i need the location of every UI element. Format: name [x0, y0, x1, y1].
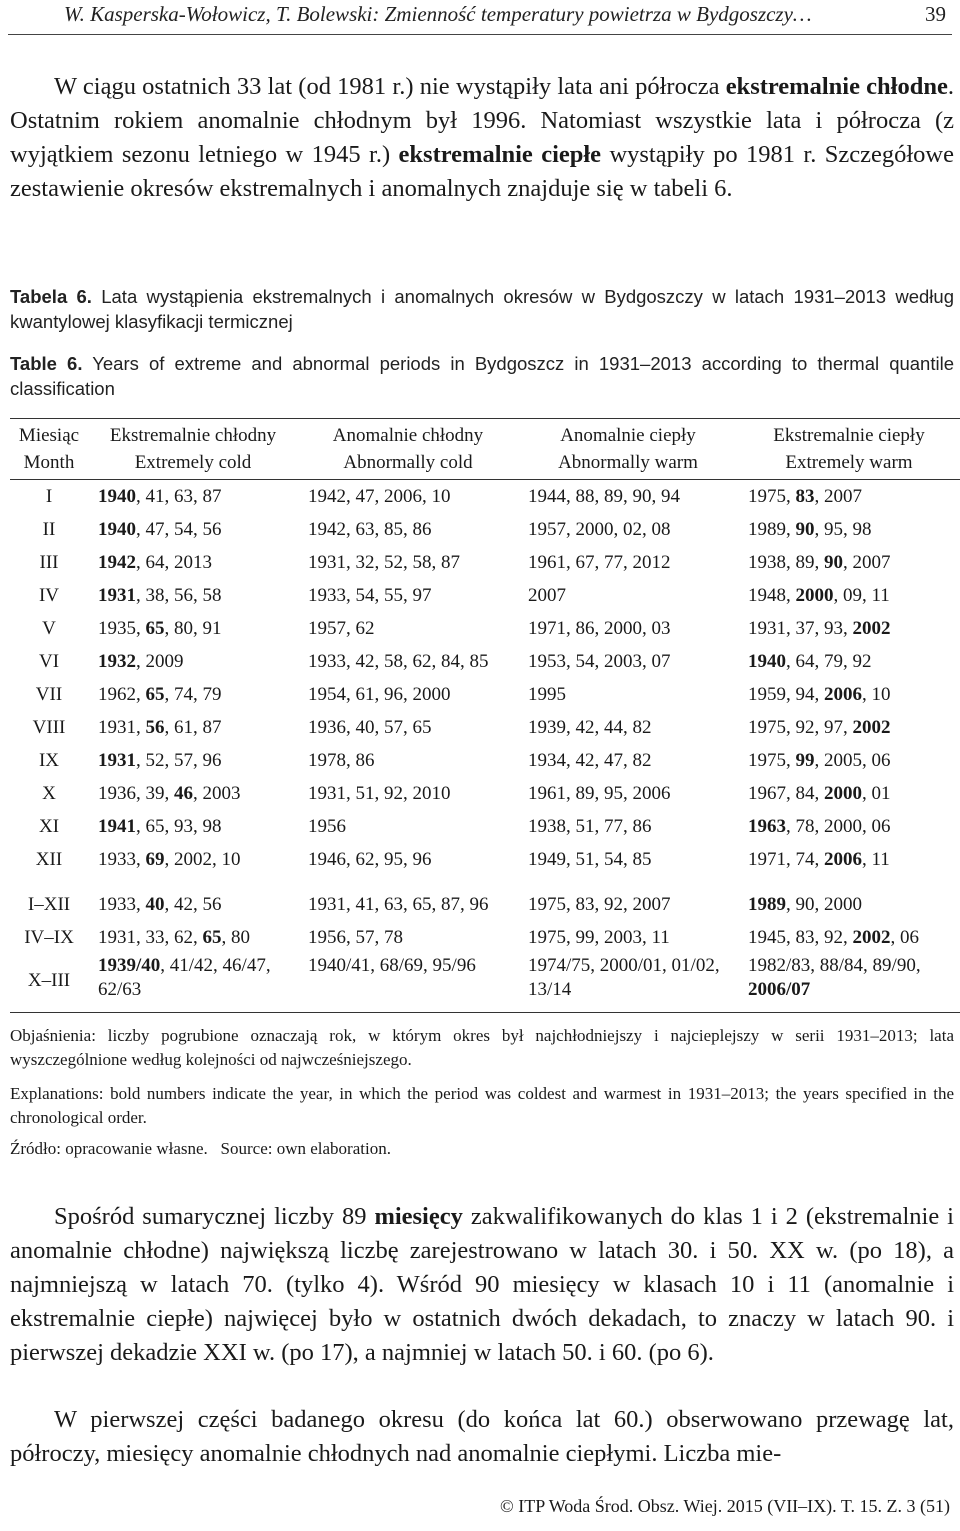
- years-cell: 1936, 39, 46, 2003: [98, 783, 241, 804]
- column-header-line: Extremely warm: [785, 452, 913, 473]
- years-cell: 1954, 61, 96, 2000: [308, 684, 451, 705]
- period-cell: X–III: [27, 970, 71, 991]
- column-header: [298, 419, 518, 480]
- years-cell: 1942, 47, 2006, 10: [308, 486, 451, 507]
- years-cell: 1956: [308, 816, 346, 837]
- table-caption-pl: Tabela 6. Lata wystąpienia ekstremalnych i anomalnych okresów w Bydgoszczy w latach 1931–2013 według kwantylowej klasyfikacji termicznej: [10, 286, 954, 332]
- years-cell: 1962, 65, 74, 79: [98, 684, 222, 705]
- column-header-line: Anomalnie chłodny: [332, 425, 484, 446]
- column-header-line: Extremely cold: [134, 452, 252, 473]
- month-cell: X: [42, 783, 56, 804]
- header-rule: [8, 34, 952, 35]
- table-row: [10, 480, 960, 514]
- running-head: [0, 0, 960, 34]
- month-cell: IX: [38, 750, 60, 771]
- column-header-line: Anomalnie ciepły: [560, 425, 696, 446]
- column-header: [518, 419, 738, 480]
- years-cell: 1933, 40, 42, 56: [98, 894, 222, 915]
- period-cell: I–XII: [27, 894, 71, 915]
- table-row: [10, 546, 960, 579]
- years-cell: 1967, 84, 2000, 01: [748, 783, 891, 804]
- years-cell: 1974/75, 2000/01, 01/02, 13/14: [528, 955, 720, 1000]
- month-cell: VII: [35, 684, 63, 705]
- column-header-line: Month: [23, 452, 75, 473]
- notes-pl: Objaśnienia: liczby pogrubione oznaczają rok, w którym okres był najchłodniejszy i najcieplejszy w serii 1931–2013; lata wyszczególnione według kolejności od najwcześniejszego.: [10, 1026, 954, 1069]
- years-cell: 1934, 42, 47, 82: [528, 750, 652, 771]
- body-paragraph-1: Spośród sumarycznej liczby 89 miesięcy zakwalifikowanych do klas 1 i 2 (ekstremalnie i anomalnie chłodne) największą liczbę zarejestrowano w latach 30. i 50. XX w. (po 18), a najmniejszą w latach 70. (tylko 4). Wśród 90 miesięcy w klasach 10 i 11 (anomalnie i ekstremalnie ciepłe) najwięcej było w ostatnich dwóch dekadach, to znaczy w latach 90. i pierwszej dekadzie XXI w. (po 17), a najmniej w latach 50. i 60. (po 6).: [10, 1203, 954, 1366]
- journal-footer: © ITP Woda Środ. Obsz. Wiej. 2015 (VII–IX). T. 15. Z. 3 (51): [500, 1496, 950, 1516]
- years-cell: 1931, 51, 92, 2010: [308, 783, 451, 804]
- years-cell: 1940, 47, 54, 56: [98, 519, 222, 540]
- month-cell: V: [42, 618, 56, 639]
- years-cell: 1995: [528, 684, 566, 705]
- summary-row: [10, 921, 960, 954]
- years-cell: 1936, 40, 57, 65: [308, 717, 432, 738]
- years-cell: 1932, 2009: [98, 651, 184, 672]
- years-cell: 1957, 2000, 02, 08: [528, 519, 671, 540]
- years-cell: 1975, 83, 2007: [748, 486, 862, 507]
- years-cell: 1933, 69, 2002, 10: [98, 849, 241, 870]
- table-row: [10, 810, 960, 843]
- years-cell: 1944, 88, 89, 90, 94: [528, 486, 680, 507]
- table-row: [10, 678, 960, 711]
- column-header-line: Abnormally warm: [558, 452, 698, 473]
- years-cell: 1961, 67, 77, 2012: [528, 552, 671, 573]
- table-row: [10, 645, 960, 678]
- month-cell: XI: [38, 816, 60, 837]
- column-header-line: Ekstremalnie chłodny: [109, 425, 277, 446]
- period-cell: IV–IX: [24, 927, 74, 948]
- month-cell: XII: [35, 849, 63, 870]
- body-paragraph-2: W pierwszej części badanego okresu (do końca lat 60.) obserwowano przewagę lat, półroczy, miesięcy anomalnie chłodnych nad anomalnie ciepłymi. Liczba mie-: [10, 1406, 954, 1467]
- years-cell: 1931, 37, 93, 2002: [748, 618, 891, 639]
- column-header: [10, 419, 88, 480]
- month-cell: VIII: [32, 717, 66, 738]
- table-row: [10, 513, 960, 546]
- table-row: [10, 579, 960, 612]
- month-cell: III: [39, 552, 59, 573]
- data-table: [10, 418, 960, 1013]
- years-cell: 1931, 38, 56, 58: [98, 585, 222, 606]
- years-cell: 1978, 86: [308, 750, 375, 771]
- years-cell: 1982/83, 88/84, 89/90, 2006/07: [748, 955, 921, 1000]
- month-cell: I: [45, 486, 53, 507]
- years-cell: 1963, 78, 2000, 06: [748, 816, 891, 837]
- years-cell: 1971, 86, 2000, 03: [528, 618, 671, 639]
- years-cell: 1957, 62: [308, 618, 375, 639]
- years-cell: 1945, 83, 92, 2002, 06: [748, 927, 919, 948]
- years-cell: 1975, 99, 2005, 06: [748, 750, 891, 771]
- summary-row: [10, 954, 960, 1008]
- column-header-line: Miesiąc: [18, 425, 80, 446]
- years-cell: 1940/41, 68/69, 95/96: [308, 955, 476, 976]
- years-cell: 1931, 52, 57, 96: [98, 750, 222, 771]
- years-cell: 1975, 92, 97, 2002: [748, 717, 891, 738]
- years-cell: 1931, 56, 61, 87: [98, 717, 222, 738]
- years-cell: 2007: [528, 585, 566, 606]
- table-row: [10, 711, 960, 744]
- column-header-line: Abnormally cold: [343, 452, 473, 473]
- month-cell: VI: [38, 651, 60, 672]
- years-cell: 1938, 89, 90, 2007: [748, 552, 891, 573]
- table-row: [10, 744, 960, 777]
- years-cell: 1942, 63, 85, 86: [308, 519, 432, 540]
- years-cell: 1956, 57, 78: [308, 927, 403, 948]
- notes-en: Explanations: bold numbers indicate the year, in which the period was coldest and warmest in 1931–2013; the years specified in the chronological order.: [10, 1084, 954, 1127]
- source-note: Źródło: opracowanie własne. Source: own elaboration.: [10, 1139, 391, 1158]
- years-cell: 1938, 51, 77, 86: [528, 816, 652, 837]
- years-cell: 1933, 54, 55, 97: [308, 585, 432, 606]
- intro-paragraph: W ciągu ostatnich 33 lat (od 1981 r.) nie wystąpiły lata ani półrocza ekstremalnie chłodne. Ostatnim rokiem anomalnie chłodnym był 1996. Natomiast wszystkie lata i półrocza (z wyjątkiem sezonu letniego w 1945 r.) ekstremalnie ciepłe wystąpiły po 1981 r. Szczegółowe zestawienie okresów ekstremalnych i anomalnych znajduje się w tabeli 6.: [10, 73, 954, 202]
- years-cell: 1975, 83, 92, 2007: [528, 894, 671, 915]
- years-cell: 1931, 32, 52, 58, 87: [308, 552, 460, 573]
- running-head-title: W. Kasperska-Wołowicz, T. Bolewski: Zmienność temperatury powietrza w Bydgoszczy…: [64, 2, 812, 26]
- years-cell: 1961, 89, 95, 2006: [528, 783, 671, 804]
- column-header: [88, 419, 298, 480]
- page-number: 39: [925, 2, 946, 26]
- years-cell: 1935, 65, 80, 91: [98, 618, 222, 639]
- years-cell: 1941, 65, 93, 98: [98, 816, 222, 837]
- years-cell: 1989, 90, 95, 98: [748, 519, 872, 540]
- years-cell: 1971, 74, 2006, 11: [748, 849, 890, 870]
- column-header-line: Ekstremalnie ciepły: [773, 425, 925, 446]
- years-cell: 1946, 62, 95, 96: [308, 849, 432, 870]
- years-cell: 1939/40, 41/42, 46/47, 62/63: [98, 955, 271, 1000]
- table-row: [10, 843, 960, 876]
- years-cell: 1949, 51, 54, 85: [528, 849, 652, 870]
- years-cell: 1948, 2000, 09, 11: [748, 585, 890, 606]
- years-cell: 1940, 64, 79, 92: [748, 651, 872, 672]
- years-cell: 1989, 90, 2000: [748, 894, 862, 915]
- years-cell: 1942, 64, 2013: [98, 552, 212, 573]
- month-cell: II: [42, 519, 56, 540]
- years-cell: 1959, 94, 2006, 10: [748, 684, 891, 705]
- years-cell: 1931, 41, 63, 65, 87, 96: [308, 894, 489, 915]
- summary-row: [10, 888, 960, 921]
- years-cell: 1975, 99, 2003, 11: [528, 927, 670, 948]
- table-caption-en: Table 6. Years of extreme and abnormal periods in Bydgoszcz in 1931–2013 according to thermal quantile classification: [10, 353, 954, 399]
- month-cell: IV: [38, 585, 60, 606]
- years-cell: 1933, 42, 58, 62, 84, 85: [308, 651, 489, 672]
- years-cell: 1931, 33, 62, 65, 80: [98, 927, 250, 948]
- years-cell: 1939, 42, 44, 82: [528, 717, 652, 738]
- years-cell: 1953, 54, 2003, 07: [528, 651, 671, 672]
- column-header: [738, 419, 960, 480]
- table-row: [10, 612, 960, 645]
- table-row: [10, 777, 960, 810]
- years-cell: 1940, 41, 63, 87: [98, 486, 222, 507]
